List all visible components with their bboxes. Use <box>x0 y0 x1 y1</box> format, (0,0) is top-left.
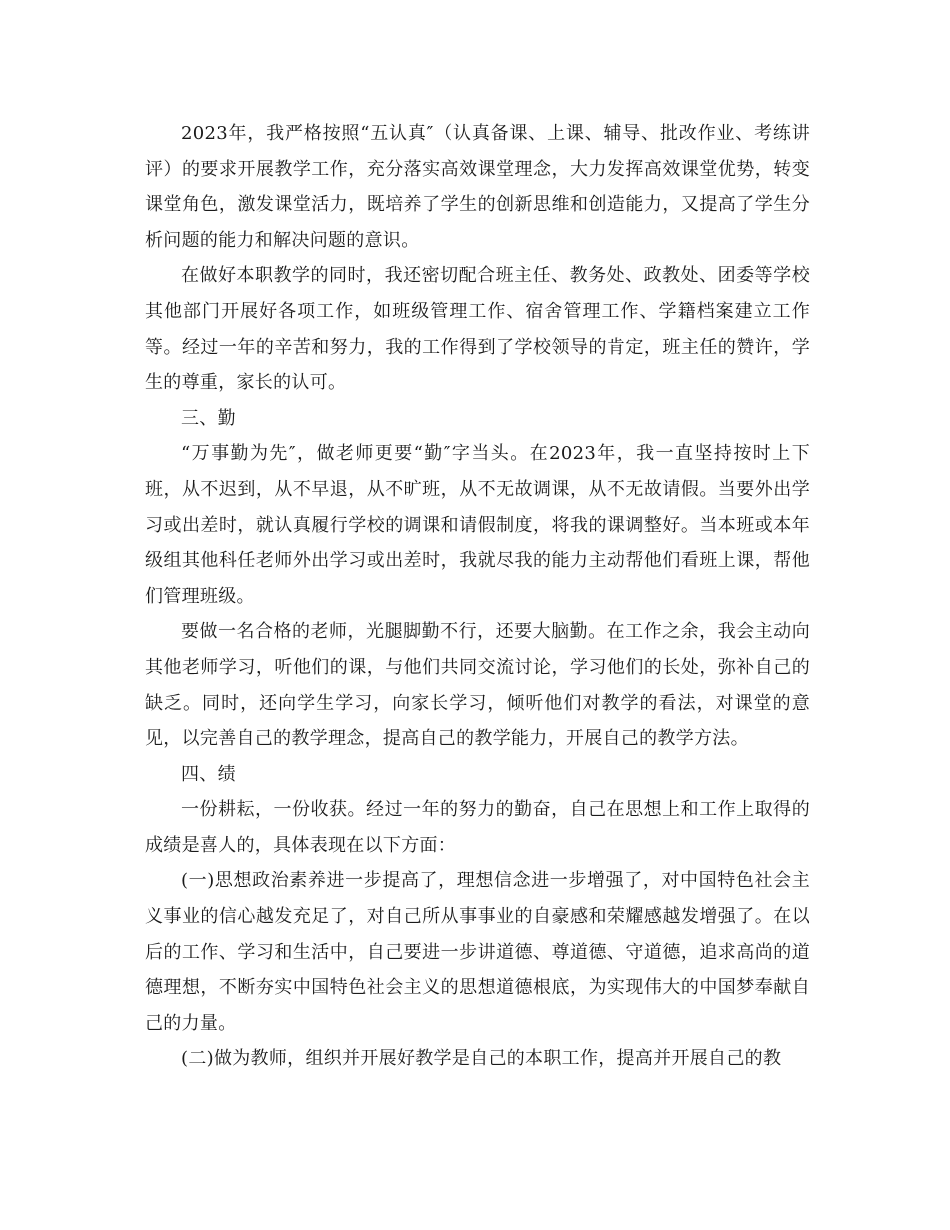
paragraph-learning: 要做一名合格的老师，光腿脚勤不行，还要大脑勤。在工作之余，我会主动向其他老师学习，听他们的课，与他们共同交流讨论，学习他们的长处，弥补自己的缺乏。同时，还向学生学习，向家长学习，倾听他们对教学的看法，对课堂的意见，以完善自己的教学理念，提高自己的教学能力，开展自己的教学方法。 <box>145 621 810 750</box>
section-heading-achievements: 四、绩 <box>181 763 236 785</box>
paragraph-teaching-work: 2023年，我严格按照“五认真″（认真备课、上课、辅导、批改作业、考练讲评）的要求开展教学工作，充分落实高效课堂理念，大力发挥高效课堂优势，转变课堂角色，激发课堂活力，既培养了学生的创新思维和创造能力，又提高了学生分析问题的能力和解决问题的意识。 <box>145 123 810 251</box>
section-heading-diligence: 三、勤 <box>181 407 236 429</box>
paragraph-attendance: “万事勤为先″，做老师更要“勤″字当头。在2023年，我一直坚持按时上下班，从不迟到，从不早退，从不旷班，从不无故调课，从不无故请假。当要外出学习或出差时，就认真履行学校的调课和请假制度，将我的课调整好。当本班或本年级组其他科任老师外出学习或出差时，我就尽我的能力主动帮他们看班上课，帮他们管理班级。 <box>145 443 810 607</box>
paragraph-cooperation: 在做好本职教学的同时，我还密切配合班主任、教务处、政教处、团委等学校其他部门开展好各项工作，如班级管理工作、宿舍管理工作、学籍档案建立工作等。经过一年的辛苦和努力，我的工作得到了学校领导的肯定，班主任的赞许，学生的尊重，家长的认可。 <box>145 265 810 394</box>
paragraph-teacher-duty: (二)做为教师，组织并开展好教学是自己的本职工作，提高并开展自己的教 <box>181 1048 782 1070</box>
document-body <box>145 116 810 1077</box>
paragraph-political-quality: (一)思想政治素养进一步提高了，理想信念进一步增强了，对中国特色社会主义事业的信心越发充足了，对自己所从事事业的自豪感和荣耀感越发增强了。在以后的工作、学习和生活中，自己要进一步讲道德、尊道德、守道德，追求高尚的道德理想，不断夯实中国特色社会主义的思想道德根底，为实现伟大的中国梦奉献自己的力量。 <box>145 870 810 1034</box>
paragraph-harvest: 一份耕耘，一份收获。经过一年的努力的勤奋，自己在思想上和工作上取得的成绩是喜人的，具体表现在以下方面： <box>145 799 810 856</box>
